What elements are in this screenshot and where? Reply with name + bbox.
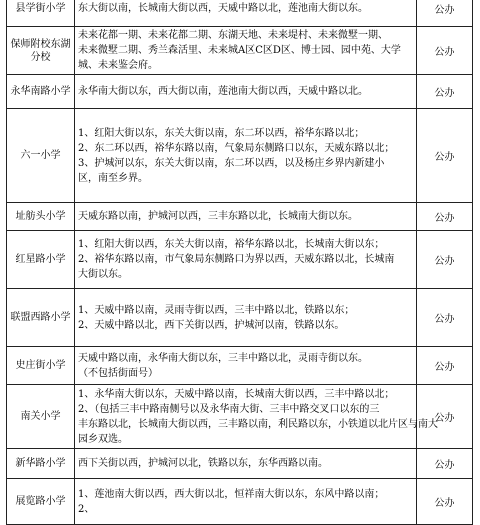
school-name-cell: 址舫头小学 xyxy=(7,203,75,231)
school-district-table xyxy=(6,0,473,525)
area-line: 1、永华南大街以东，天威中路以南，长城南大街以西，三丰中路以北； xyxy=(78,388,395,400)
school-name-cell: 联盟西路小学 xyxy=(7,289,75,347)
area-line: 2、 xyxy=(78,503,95,515)
table-row xyxy=(7,289,473,347)
enrollment-area-cell xyxy=(75,0,417,27)
area-line: 天威东路以南，护城河以西，三丰东路以北，长城南大街以东。 xyxy=(78,211,358,222)
area-line: 天威中路以南，永华南大街以东，三丰中路以北，灵雨寺街以东。 xyxy=(78,352,368,364)
school-type-cell: 公办 xyxy=(417,385,473,449)
area-line: 大街以东。 xyxy=(78,269,128,280)
school-name-cell: 保师附校东湖分校 xyxy=(7,27,75,75)
area-line: 东大街以南，长城南大街以西，天威中路以北，莲池南大街以东。 xyxy=(78,3,368,14)
school-type-cell: 公办 xyxy=(417,75,473,109)
table-row xyxy=(7,385,473,449)
school-name-cell: 红星路小学 xyxy=(7,231,75,289)
area-line: 1、红阳大街以西，东关大街以南，裕华东路以北，长城南大街以东； xyxy=(78,239,385,250)
area-line: 未来微墅二期、秀兰森活里、未来城A区C区D区、博士园、园中苑、大学 xyxy=(78,45,401,56)
school-type-cell: 公办 xyxy=(417,479,473,525)
school-name-cell: 展览路小学 xyxy=(7,479,75,525)
table-row xyxy=(7,27,473,75)
school-type-cell: 公办 xyxy=(417,203,473,231)
enrollment-area-cell xyxy=(75,27,417,75)
school-name-cell: 南关小学 xyxy=(7,385,75,449)
school-name-cell: 六一小学 xyxy=(7,109,75,203)
table-row xyxy=(7,0,473,27)
school-type-cell: 公办 xyxy=(417,289,473,347)
area-line: 2、天威中路以北，西下关街以西，护城河以南，铁路以东。 xyxy=(78,319,345,331)
area-line: 西下关街以西，护城河以北，铁路以东，东华西路以南。 xyxy=(78,458,328,469)
area-line: 区，南至乡界。 xyxy=(78,172,148,184)
school-type-cell: 公办 xyxy=(417,27,473,75)
area-line: 城、未来鉴会府。 xyxy=(78,60,158,71)
enrollment-area-cell xyxy=(75,203,417,231)
area-line: 园乡双选。 xyxy=(78,433,128,445)
enrollment-area-cell xyxy=(75,231,417,289)
enrollment-area-cell xyxy=(75,289,417,347)
table-row xyxy=(7,347,473,385)
enrollment-area-cell xyxy=(75,347,417,385)
enrollment-area-cell xyxy=(75,109,417,203)
school-name-cell: 县学街小学 xyxy=(7,0,75,27)
table-row xyxy=(7,75,473,109)
school-type-cell: 公办 xyxy=(417,449,473,479)
area-line: 1、天威中路以南，灵雨寺街以西，三丰中路以北，铁路以东； xyxy=(78,304,355,316)
area-line: 1、莲池南大街以西，西大街以北，恒祥南大街以东，东风中路以南； xyxy=(78,488,385,500)
area-line: 2、（包括三丰中路南侧号以及永华南大街、三丰中路交叉口以东的三 xyxy=(78,403,380,415)
enrollment-area-cell xyxy=(75,479,417,525)
area-line: 1、红阳大街以东，东关大街以南，东二环以西，裕华东路以北； xyxy=(78,127,365,139)
table-row xyxy=(7,109,473,203)
area-line: 丰东路以北，长城南大街以西，三丰路以南，利民路以东，小铁道以北片区与南大 xyxy=(78,418,438,430)
enrollment-area-cell xyxy=(75,75,417,109)
school-type-cell: 公办 xyxy=(417,231,473,289)
area-line: 永华南大街以东，西大街以南，莲池南大街以西，天威中路以北。 xyxy=(78,86,368,97)
area-line: 3、护城河以东，东关大街以南，东二环以西，以及杨庄乡界内新建小 xyxy=(78,157,385,169)
area-line: （不包括街面号） xyxy=(78,367,158,379)
school-name-cell: 新华路小学 xyxy=(7,449,75,479)
school-name-cell: 永华南路小学 xyxy=(7,75,75,109)
school-type-cell: 公办 xyxy=(417,347,473,385)
enrollment-area-cell xyxy=(75,449,417,479)
school-type-cell: 公办 xyxy=(417,109,473,203)
area-line: 未来花都一期、未来花都二期、东湖天地、未来堤村、未来微墅一期、 xyxy=(78,30,388,41)
school-name-cell: 史庄街小学 xyxy=(7,347,75,385)
enrollment-area-cell xyxy=(75,385,438,449)
area-line: 2、东二环以西，裕华东路以南，气象局东侧路口以东，天威东路以北； xyxy=(78,142,395,154)
table-row xyxy=(7,449,473,479)
table-row xyxy=(7,479,473,525)
school-type-cell: 公办 xyxy=(417,0,473,27)
table-row xyxy=(7,231,473,289)
table-row xyxy=(7,203,473,231)
area-line: 2、裕华东路以南，市气象局东侧路口为界以西，天威东路以北，长城南 xyxy=(78,254,395,265)
